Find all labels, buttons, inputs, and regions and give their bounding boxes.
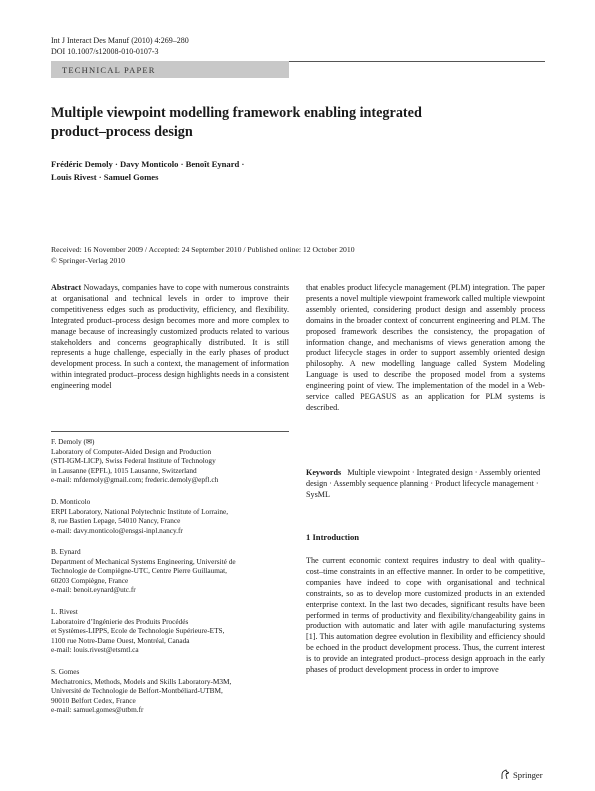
affiliation-line: e-mail: davy.monticolo@ensgsi-inpl.nancy.fr [51,525,183,535]
abstract-left [51,283,289,392]
journal-citation: Int J Interact Des Manuf (2010) 4:269–280 [51,36,189,45]
affiliation-line: Laboratory of Computer-Aided Design and Production [51,446,212,456]
affiliation-author: F. Demoly (✉) [51,437,95,446]
title-line: Multiple viewpoint modelling framework enabling integrated [51,105,422,121]
journal-info [51,36,189,57]
author-line: Frédéric Demoly · Davy Monticolo · Benoît Eynard · [51,159,245,169]
abstract-label: Abstract [51,283,82,292]
affiliation-line: ERPI Laboratory, National Polytechnic Institute of Lorraine, [51,506,229,516]
springer-horse-icon [500,769,510,780]
keywords-label: Keywords [306,468,342,477]
affiliation-author: D. Monticolo [51,497,91,506]
affiliation-author: B. Eynard [51,547,81,556]
affiliation-line: (STI-IGM-LICP), Swiss Federal Institute of Technology [51,456,216,466]
history-dates: Received: 16 November 2009 / Accepted: 24 September 2010 / Published online: 12 October 2010 [51,245,355,254]
affiliation-line: 90010 Belfort Cedex, France [51,695,136,705]
introduction-text: The current economic context requires industry to deal with quality–cost–time constraints in an effective manner. In order to be competitive, companies have indeed to cope with organisational and technical constraints, so as to develop more customized products in an extended enterprise context. In the last two decades, significant results have been performed in terms of productivity and flexibility/changeability gains in production with automatic and later with agile manufacturing systems [1]. This automation degree evolution in flexibility and efficiency should be echoed in the product development process. Thus, the current interest is to provide an integrated product–process design approach in the early phases of product development process in order to improve [306,556,545,675]
affiliation-author: L. Rivest [51,607,78,616]
affiliation-line: Department of Mechanical Systems Engineering, Université de [51,556,236,566]
affiliation-line: 1100 rue Notre-Dame Ouest, Montréal, Canada [51,635,190,645]
affiliation-line: e-mail: samuel.gomes@utbm.fr [51,705,144,715]
author-list [51,158,351,184]
article-type-label: TECHNICAL PAPER [62,64,156,75]
title-line: product–process design [51,123,193,140]
affiliation-block [51,607,289,655]
keywords [306,467,545,501]
abstract-right: that enables product lifecycle management (PLM) integration. The paper presents a novel multiple viewpoint framework called multiple viewpoint assembly oriented, considering product design and assembly process domains in the broader context of concurrent engineering and PLM. The proposed framework describes the consistency, the propagation of information change, and mechanisms of views generation among the product lifecycle stages in order to support assembly oriented design philosophy. A new modelling language called System Modeling Language is used to describe the proposed model from a systems engineering point of view. The implementation of the model in a Web-service called PEGASUS as an application for PLM systems is described. [306,283,545,412]
publication-dates [51,245,355,266]
affiliation-line: 8, rue Bastien Lepage, 54010 Nancy, France [51,516,181,526]
publisher-logo [500,769,543,780]
affiliation-author: S. Gomes [51,667,80,676]
section-heading: 1 Introduction [306,532,360,542]
author-line: Louis Rivest · Samuel Gomes [51,172,159,182]
affiliation-block [51,437,289,485]
affiliation-rule [51,431,289,432]
affiliation-line: et Systèmes-LIPPS, Ecole de Technologie Supérieure-ETS, [51,626,225,636]
copyright: © Springer-Verlag 2010 [51,255,126,265]
affiliation-line: e-mail: louis.rivest@etsmtl.ca [51,645,139,655]
affiliation-line: e-mail: benoit.eynard@utc.fr [51,585,136,595]
affiliation-block [51,667,289,715]
affiliation-line: Université de Technologie de Belfort-Montbéliard-UTBM, [51,686,223,696]
publisher-name: Springer [513,769,543,780]
doi: DOI 10.1007/s12008-010-0107-3 [51,46,159,56]
affiliation-block [51,547,289,595]
affiliation-line: Laboratoire d’Ingénierie des Produits Procédés [51,616,189,626]
affiliation-line: Mechatronics, Methods, Models and Skills Laboratory-M3M, [51,676,232,686]
affiliation-line: e-mail: mfdemoly@gmail.com; frederic.demoly@epfl.ch [51,475,219,485]
affiliation-line: 60203 Compiègne, France [51,575,129,585]
affiliation-block [51,497,289,535]
article-title [51,104,531,141]
keywords-text: Multiple viewpoint · Integrated design · Assembly oriented design · Assembly sequence planning · Product lifecycle management · SysML [306,468,541,500]
affiliation-line: in Lausanne (EPFL), 1015 Lausanne, Switzerland [51,465,197,475]
abstract-text-left: Nowadays, companies have to cope with numerous constraints at organisational and technical levels in order to improve their competitiveness edges such as productivity, efficiency, and flexibility. Integrated product–process design becomes more and more complex to manage because of increasingly customized products related to various stakeholders and concerns geographically distributed. It is still represents a huge challenge, especially in the early phases of product development process. In such a context, the management of information within integrated product–process design highlights needs in a consistent engineering model [51,283,289,391]
affiliation-line: Technologie de Compiègne-UTC, Centre Pierre Guillaumat, [51,566,227,576]
